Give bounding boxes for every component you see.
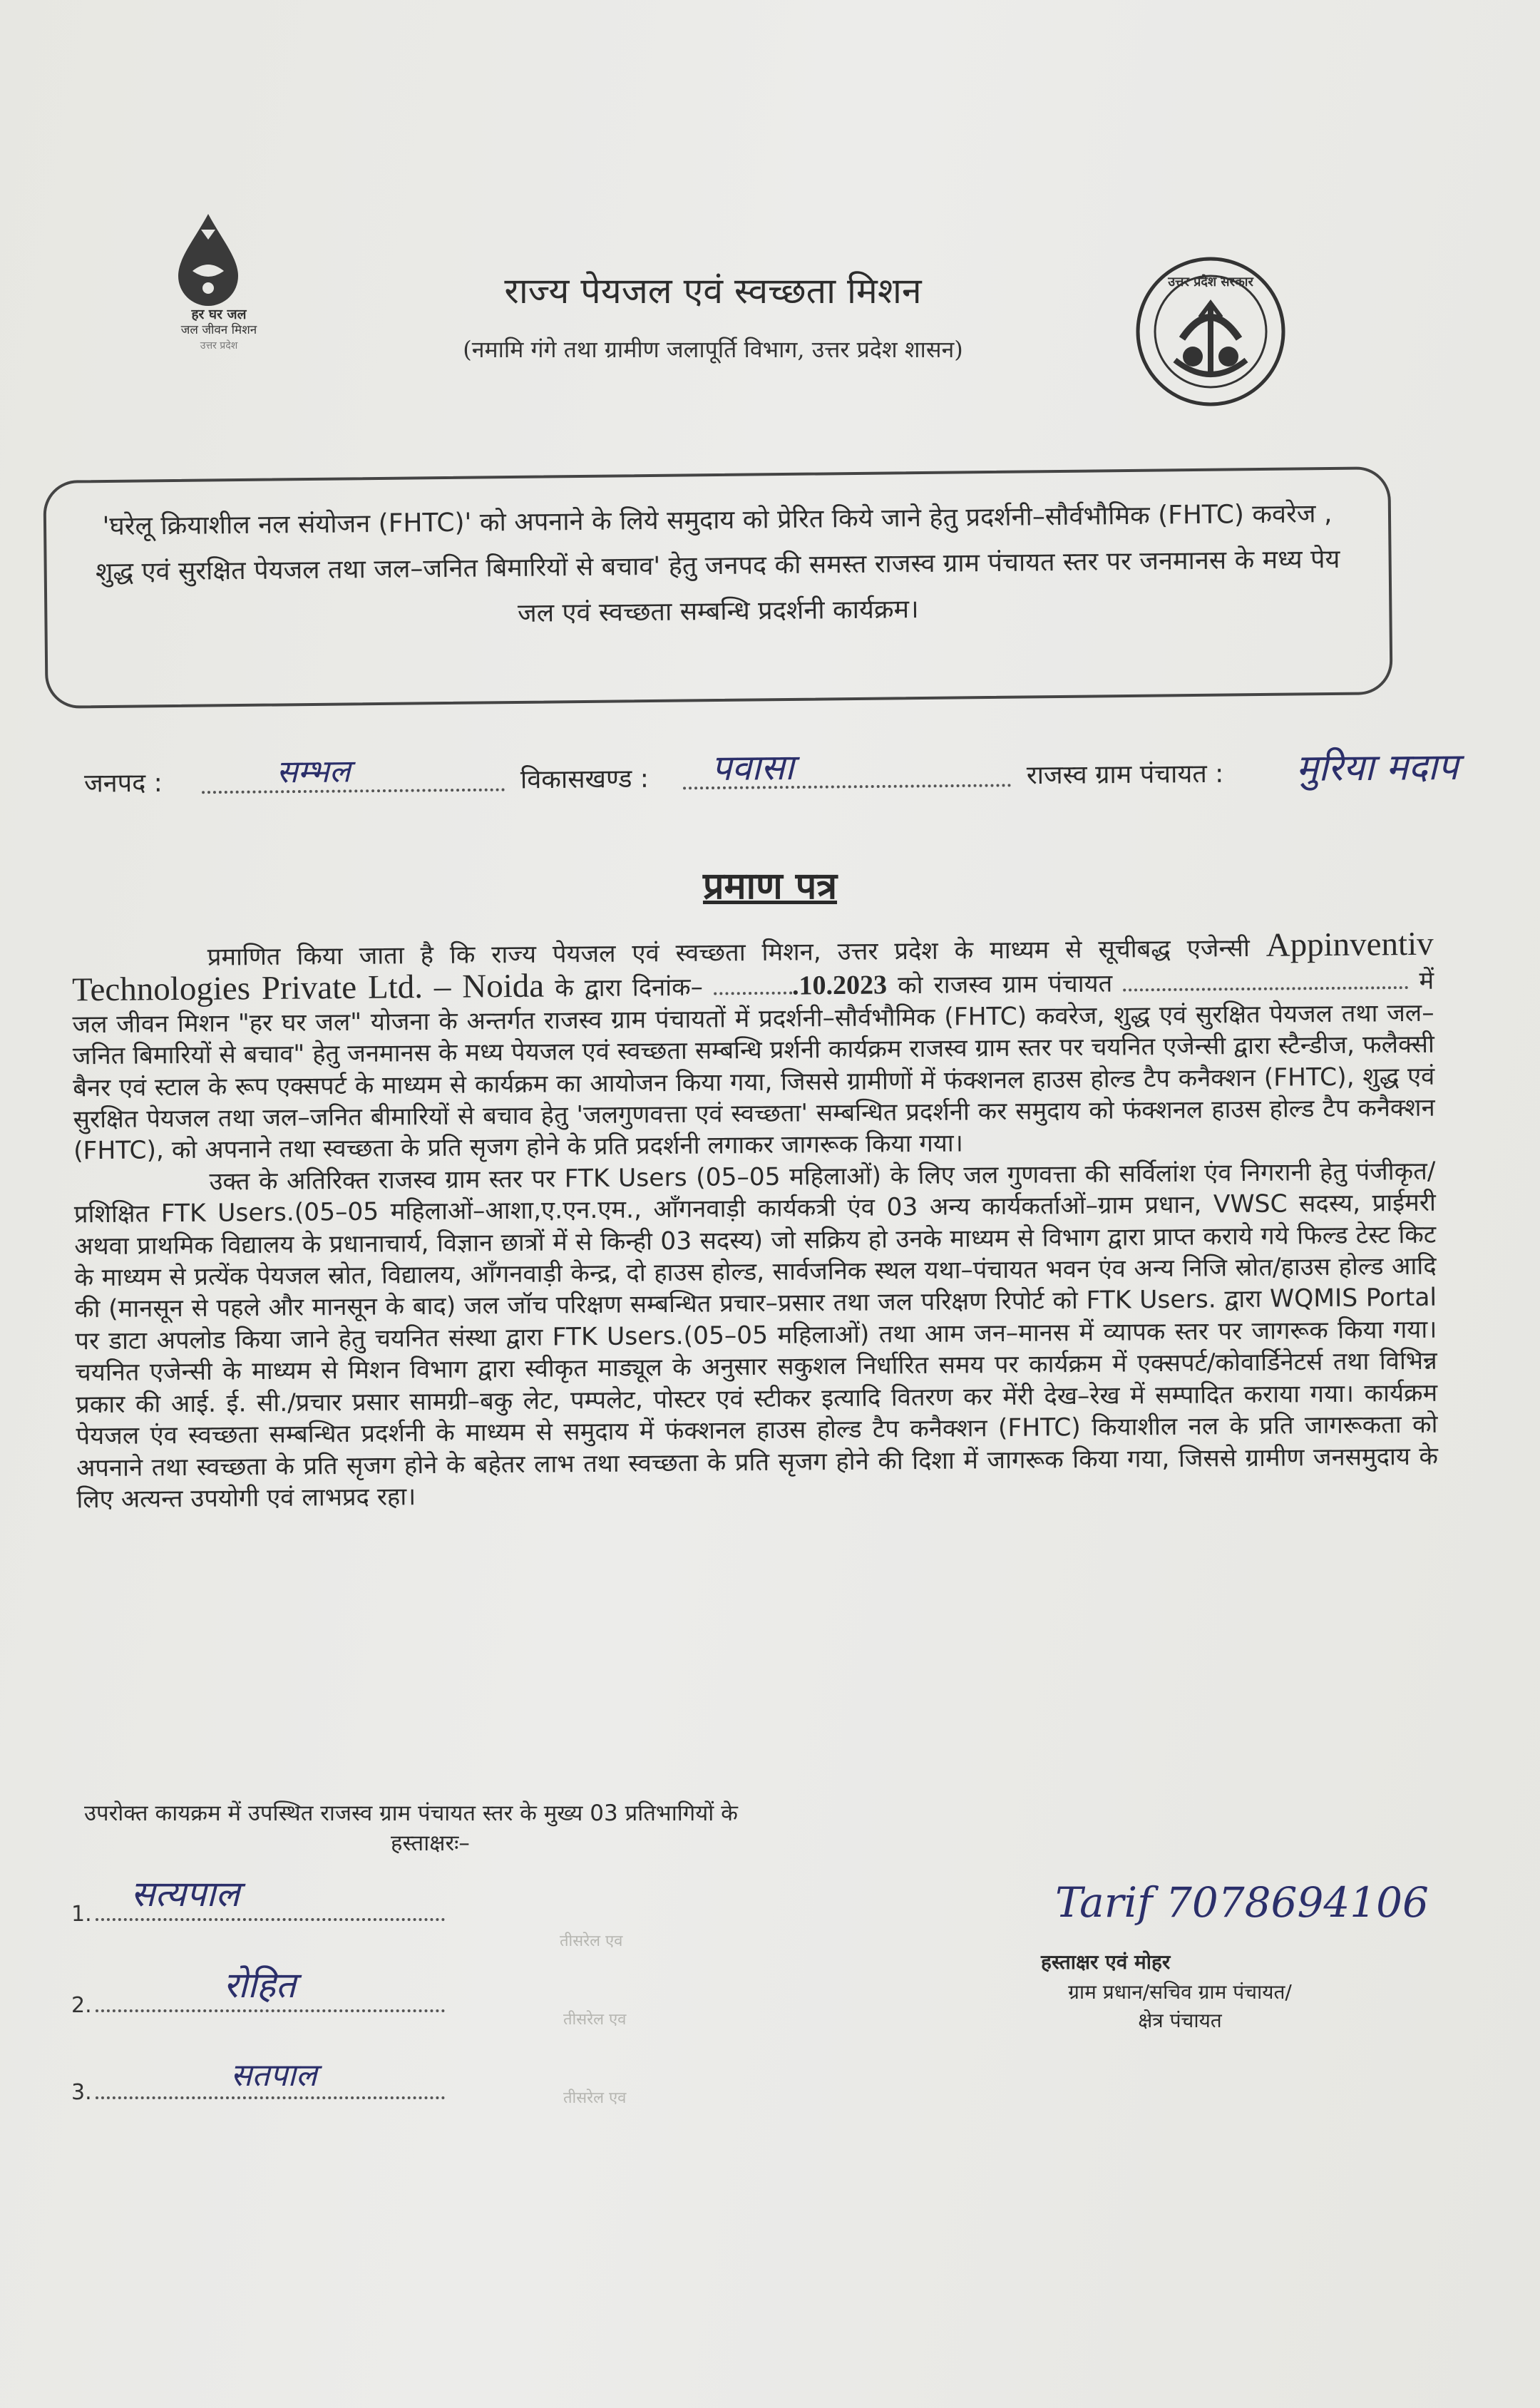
participant-signature-text: सतपाल xyxy=(230,2057,317,2094)
panchayat-dots xyxy=(1123,965,1408,991)
programme-box xyxy=(43,466,1392,709)
signatory-area: क्षेत्र पंचायत xyxy=(1138,2009,1222,2032)
location-row xyxy=(83,745,1504,814)
p1-intro: प्रमाणित किया जाता है कि राज्य पेयजल एवं स्वच्छता मिशन, उत्तर प्रदेश के माध्यम से सूचीबद्ध एजेन्सी xyxy=(207,933,1250,972)
block-value: पवासा xyxy=(711,746,794,789)
water-drop-icon xyxy=(158,208,258,308)
faint-label-3: तीसरेल एव xyxy=(563,2089,627,2107)
p1-date-label: के द्वारा दिनांक– xyxy=(555,973,704,1003)
agency-name: Appinventiv Technologies Private Ltd. – Noida xyxy=(71,925,1434,1009)
block-label: विकासखण्ड : xyxy=(520,764,650,795)
certificate-body xyxy=(71,925,1439,1516)
faint-label-2: तीसरेल एव xyxy=(563,2011,627,2029)
up-government-seal xyxy=(1132,253,1289,410)
signature-line xyxy=(96,1873,445,1921)
seal-text: उत्तर प्रदेश सरकार xyxy=(1168,275,1253,290)
signatory-designation: ग्राम प्रधान/सचिव ग्राम पंचायत/ xyxy=(1068,1980,1292,2004)
district-value: सम्भल xyxy=(276,753,351,791)
programme-date: .10.2023 xyxy=(791,970,888,1001)
logo-caption-2: जल जीवन मिशन xyxy=(180,323,257,337)
district-label: जनपद : xyxy=(83,768,163,799)
logo-caption-1: हर घर जल xyxy=(191,307,247,322)
paragraph-2: उक्त के अतिरिक्त राजस्व ग्राम स्तर पर FTK Users (05–05 महिलाओं) के लिए जल गुणवत्ता की सर्विलांश एंव निगरानी हेतु पंजीकृत/प्रशिक्षित FTK Users.(05–05 महिलाओं–आशा,ए.एन.एम., आँगनवाड़ी कार्यकत्री एंव 03 अन्य कार्यकर्ताओं–ग्राम प्रधान, VWSC सदस्य, प्राईमरी अथवा प्राथमिक विद्यालय के प्रधानाचार्य, विज्ञान छात्रों में से किन्ही 03 सदस्य) जो सक्रिय हो उनके माध्यम से विभाग द्वारा प्राप्त कराये गये फिल्ड टेस्ट किट के माध्यम से प्रत्येंक पेयजल स्रोत, विद्यालय, आँगनवाड़ी केन्द्र, दो हाउस होल्ड, सार्वजनिक स्थल यथा–पंचायत भवन एंव अन्य निजि स्रोत/हाउस होल्ड आदि की (मानसून से पहले और मानसून के बाद) जल जॉच परिक्षण सम्बन्धित प्रचार–प्रसार तथा जल परिक्षण रिपोर्ट को FTK Users. द्वारा WQMIS Portal पर डाटा अपलोड किया जाने हेतु चयनित संस्था द्वारा FTK Users.(05–05 महिलाओं) तथा आम जन–मानस में व्यापक स्तर पर जागरूक किया गया। चयनित एजेन्सी के माध्यम से मिशन विभाग द्वारा स्वीकृत माड्यूल के अनुसार सकुशल निर्धारित समय पर कार्यक्रम में एक्सपर्ट/कोवार्डिनेटर्स तथा विभिन्न प्रकार की आई. ई. सी./प्रचार प्रसार सामग्री–बकु लेट, पम्पलेट, पोस्टर एवं स्टीकर इत्यादि वितरण कर मेंरी देख–रेख में सम्पादित कराया गया। कार्यक्रम पेयजल एंव स्वच्छता सम्बन्धित प्रदर्शनी के माध्यम से समुदाय में फंक्शनल हाउस होल्ड टैप कनैक्शन (FHTC) कियाशील नल के प्रति जागरूकता को अपनाने तथा स्वच्छता के प्रति सृजग होने के बहेतर लाभ तथा स्वच्छता के प्रति सृजग होने की दिशा में जागरूक किया गया, जिससे ग्रामीण जनसमुदाय के लिए अत्यन्त उपयोगी एवं लाभप्रद रहा। xyxy=(73,1157,1439,1515)
panchayat-value: मुरिया मदाप xyxy=(1295,745,1459,790)
p1-panchayat: को राजस्व ग्राम पंचायत xyxy=(897,970,1113,1000)
date-dots xyxy=(714,970,792,995)
participant-num: 3. xyxy=(71,2080,92,2105)
participant-signature-3 xyxy=(71,2057,445,2105)
paragraph-1 xyxy=(71,925,1436,1167)
participant-num: 1. xyxy=(71,1902,92,1927)
signatory-signature: Tarif 7078694106 xyxy=(1055,1878,1429,1927)
signature-line xyxy=(96,2057,445,2099)
participants-intro xyxy=(84,1798,1011,1858)
participant-signature-2 xyxy=(71,1964,445,2018)
participants-intro-line2: हस्ताक्षरः– xyxy=(391,1830,470,1856)
p1-rest: में जल जीवन मिशन "हर घर जल" योजना के अन्तर्गत राजस्व ग्राम पंचायतों में प्रदर्शनी–सौर्वभौमिक (FHTC) कवरेज, शुद्ध एवं सुरक्षित पेयजल तथा जल–जनित बिमारियों से बचाव" हेतु जनमानस के मध्य पेयजल एवं स्वच्छता सम्बन्धि प्रर्शनी कार्यक्रम राजस्व ग्राम स्तर पर चयनित एजेन्सी द्वारा स्टैन्डीज, फलैक्सी बैनर एवं स्टाल के रूप एक्सपर्ट के माध्यम से कार्यक्रम का आयोजन किया गया, जिससे ग्रामीणों में फंक्शनल हाउस होल्ड टैप कनैक्शन (FHTC), शुद्ध एवं सुरक्षित पेयजल तथा जल–जनित बीमारियों से बचाव हेतु 'जलगुणवत्ता एवं स्वच्छता' सम्बन्धित प्रदर्शनी कर समुदाय को फंक्शनल हाउस होल्ड टैप कनैक्शन (FHTC), को अपनाने तथा स्वच्छता के प्रति सृजग होने के प्रति प्रदर्शनी लगाकर जागरूक किया गया। xyxy=(72,967,1435,1166)
har-ghar-jal-logo xyxy=(158,208,272,365)
faint-label-1: तीसरेल एव xyxy=(560,1932,623,1950)
participant-signature-1 xyxy=(71,1873,445,1927)
district-field xyxy=(202,753,505,794)
programme-text: 'घरेलू क्रियाशील नल संयोजन (FHTC)' को अपनाने के लिये समुदाय को प्रेरित किये जाने हेतु प्रदर्शनी–सौर्वभौमिक (FHTC) कवरेज , शुद्ध एवं सुरक्षित पेयजल तथा जल–जनित बिमारियों से बचाव' हेतु जनपद की समस्त राजस्व ग्राम पंचायत स्तर पर जनमानस के मध्य पेय जल एवं स्वच्छता सम्बन्धि प्रदर्शनी कार्यक्रम। xyxy=(95,498,1340,628)
signature-line xyxy=(96,1964,445,2012)
signature-and-seal-label: हस्ताक्षर एवं मोहर xyxy=(1041,1950,1171,1974)
participant-signature-text: रोहित xyxy=(223,1964,296,2006)
participant-num: 2. xyxy=(71,1993,92,2018)
participant-signature-text: सत्यपाल xyxy=(130,1873,240,1915)
panchayat-label: राजस्व ग्राम पंचायत : xyxy=(1026,759,1224,791)
mission-subtitle: (नमामि गंगे तथा ग्रामीण जलापूर्ति विभाग, उत्तर प्रदेश शासन) xyxy=(463,336,963,363)
participants-intro-line1: उपरोक्त कायक्रम में उपस्थित राजस्व ग्राम पंचायत स्तर के मुख्य 03 प्रतिभागियों के xyxy=(84,1800,738,1826)
logo-caption-3: उत्तर प्रदेश xyxy=(200,340,238,352)
block-field xyxy=(683,746,1011,789)
certificate-title: प्रमाण पत्र xyxy=(702,865,838,908)
mission-title: राज्य पेयजल एवं स्वच्छता मिशन xyxy=(504,270,922,312)
